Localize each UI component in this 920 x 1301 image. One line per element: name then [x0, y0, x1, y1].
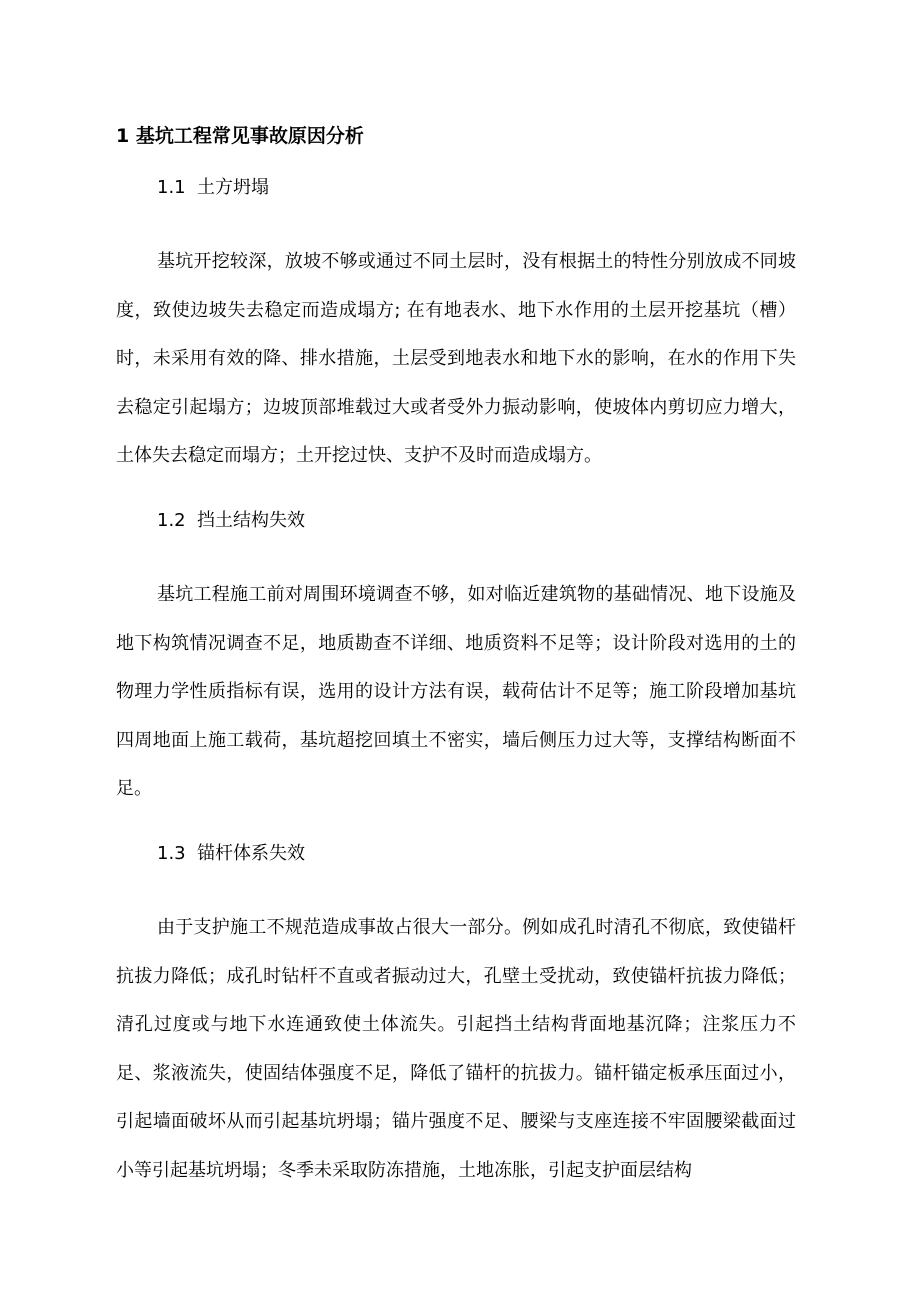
- section-number: 1.1: [157, 177, 186, 198]
- section-paragraph-1-1: [116, 238, 796, 481]
- section-paragraph-1-3: [116, 904, 796, 1195]
- section-paragraph-1-2: [116, 571, 796, 814]
- section-number: 1.2: [157, 510, 186, 531]
- section-heading-1-2: [157, 509, 305, 533]
- section-title: 锚杆体系失效: [197, 843, 305, 864]
- paragraph-text: 基坑工程施工前对周围环境调查不够，如对临近建筑物的基础情况、地下设施及地下构筑情况调查不足，地质勘查不详细、地质资料不足等；设计阶段对选用的土的物理力学性质指标有误，选用的设计方法有误，载荷估计不足等；施工阶段增加基坑四周地面上施工载荷，基坑超挖回填土不密实，墙后侧压力过大等，支撑结构断面不足。: [116, 584, 796, 799]
- main-heading: 1 基坑工程常见事故原因分析: [116, 125, 364, 147]
- section-title: 土方坍塌: [197, 177, 269, 198]
- section-title: 挡土结构失效: [197, 510, 305, 531]
- section-heading-1-1: [157, 176, 269, 200]
- section-number: 1.3: [157, 843, 186, 864]
- section-heading-1-3: [157, 842, 305, 866]
- paragraph-text: 由于支护施工不规范造成事故占很大一部分。例如成孔时清孔不彻底，致使锚杆抗拔力降低；成孔时钻杆不直或者振动过大，孔壁土受扰动，致使锚杆抗拔力降低；清孔过度或与地下水连通致使土体流失。引起挡土结构背面地基沉降；注浆压力不足、浆液流失，使固结体强度不足，降低了锚杆的抗拔力。锚杆锚定板承压面过小，引起墙面破坏从而引起基坑坍塌；锚片强度不足、腰梁与支座连接不牢固腰梁截面过小等引起基坑坍塌；冬季未采取防冻措施，土地冻胀，引起支护面层结构: [116, 917, 796, 1181]
- paragraph-text: 基坑开挖较深，放坡不够或通过不同土层时，没有根据土的特性分别放成不同坡度，致使边坡失去稳定而造成塌方; 在有地表水、地下水作用的土层开挖基坑（槽）时，未采用有效的降、排水措施，土层受到地表水和地下水的影响，在水的作用下失去稳定引起塌方；边坡顶部堆载过大或者受外力振动影响，使坡体内剪切应力增大，土体失去稳定而塌方；土开挖过快、支护不及时而造成塌方。: [116, 251, 796, 466]
